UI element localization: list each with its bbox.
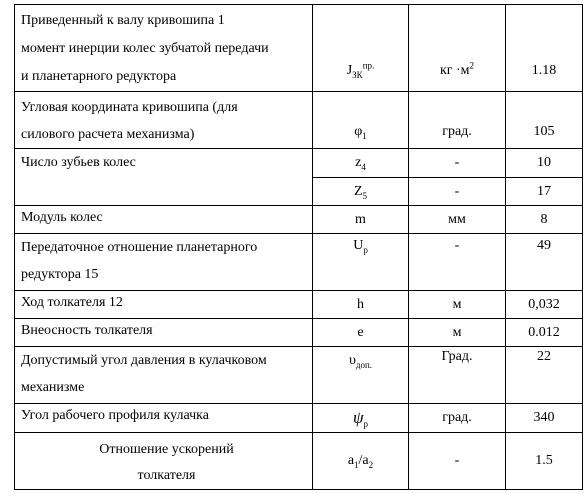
parameters-table	[14, 4, 583, 490]
symbol-subscript: 5	[362, 190, 368, 201]
desc-line: Число зубьев колес	[21, 155, 136, 170]
symbol-subscript: ЗК	[352, 69, 363, 80]
table-row	[15, 433, 583, 490]
desc-line: Допустимый угол давления в кулачковом	[21, 353, 267, 368]
param-value	[506, 347, 583, 404]
param-unit	[409, 347, 506, 404]
param-symbol	[313, 404, 409, 433]
unit-main: м	[452, 324, 462, 340]
symbol-main: U	[353, 238, 364, 253]
param-value	[506, 291, 583, 319]
desc-line: Угол рабочего профиля кулачка	[21, 408, 209, 423]
value-text: 0.012	[528, 324, 560, 340]
value-text: 1.18	[531, 63, 557, 78]
desc-line: и планетарного редуктора	[21, 69, 177, 84]
param-unit	[409, 234, 506, 291]
param-unit	[409, 291, 506, 319]
desc-line: механизме	[21, 380, 85, 395]
param-symbol	[313, 347, 409, 404]
param-description	[15, 347, 313, 404]
param-symbol	[313, 178, 409, 206]
param-value	[506, 178, 583, 206]
param-unit	[409, 433, 506, 490]
value-text: 8	[540, 211, 548, 227]
param-value	[506, 149, 583, 178]
param-description	[15, 234, 313, 291]
unit-main: кг ·м	[439, 63, 470, 78]
param-description	[15, 433, 313, 490]
param-value	[506, 206, 583, 234]
symbol-main: Z	[353, 183, 363, 199]
unit-main: -	[454, 155, 460, 170]
symbol-subscript: 2	[368, 459, 374, 470]
param-unit	[409, 319, 506, 347]
param-value	[506, 404, 583, 433]
symbol-subscript: 1	[362, 130, 367, 141]
symbol-subscript: р	[363, 418, 369, 429]
desc-line: силового расчета механизма)	[21, 127, 195, 142]
param-symbol	[313, 5, 409, 92]
desc-line: Приведенный к валу кривошипа 1	[21, 13, 225, 28]
param-description	[15, 291, 313, 319]
symbol-subscript: р	[363, 244, 368, 255]
desc-line: Отношение ускорений	[99, 442, 234, 457]
value-text: 0,032	[528, 296, 560, 312]
table-row	[15, 92, 583, 149]
symbol-subscript: 1	[354, 459, 359, 470]
param-unit	[409, 149, 506, 178]
table-row	[15, 5, 583, 92]
symbol-main: h	[357, 296, 364, 312]
param-unit	[409, 404, 506, 433]
desc-line: Модуль колес	[21, 210, 103, 225]
desc-line: момент инерции колес зубчатой передачи	[21, 41, 269, 56]
table-row	[15, 404, 583, 433]
symbol-subscript: доп.	[355, 359, 373, 370]
symbol-main: e	[357, 324, 364, 340]
param-symbol	[313, 433, 409, 490]
param-description	[15, 206, 313, 234]
value-text: 1.5	[535, 453, 553, 468]
param-symbol	[313, 291, 409, 319]
symbol-main: z	[355, 155, 362, 170]
param-value	[506, 92, 583, 149]
unit-superscript: 2	[469, 60, 475, 71]
param-unit	[409, 178, 506, 206]
param-value	[506, 319, 583, 347]
unit-main: -	[454, 238, 460, 253]
param-symbol	[313, 234, 409, 291]
unit-main: м	[452, 296, 462, 312]
table-row	[15, 319, 583, 347]
param-unit	[409, 92, 506, 149]
value-text: 340	[533, 410, 555, 425]
desc-line: толкателя	[137, 468, 196, 483]
param-symbol	[313, 319, 409, 347]
param-description	[15, 5, 313, 92]
desc-line: Ход толкателя 12	[21, 295, 123, 310]
param-unit	[409, 5, 506, 92]
symbol-subscript: 4	[361, 161, 366, 172]
desc-line: Передаточное отношение планетарного	[21, 240, 258, 255]
symbol-main: υ	[348, 353, 356, 368]
unit-main: -	[454, 183, 460, 199]
unit-main: град.	[442, 410, 472, 425]
table-row	[15, 291, 583, 319]
value-text: 10	[537, 155, 551, 170]
value-text: 22	[537, 349, 551, 364]
param-description	[15, 92, 313, 149]
symbol-separator: /a	[358, 453, 369, 468]
table-row	[15, 149, 583, 178]
table-row	[15, 206, 583, 234]
param-value	[506, 234, 583, 291]
symbol-main: m	[355, 211, 366, 227]
unit-main: мм	[448, 211, 466, 227]
unit-main: град.	[442, 124, 472, 139]
param-symbol	[313, 149, 409, 178]
param-symbol	[313, 92, 409, 149]
param-value	[506, 433, 583, 490]
desc-line: редуктора 15	[21, 267, 99, 282]
value-text: 17	[537, 183, 551, 199]
symbol-main: ψ	[352, 408, 364, 427]
table-row	[15, 234, 583, 291]
symbol-main: J	[346, 63, 353, 78]
symbol-superscript: пр.	[362, 60, 375, 71]
value-text: 49	[537, 238, 551, 253]
unit-main: -	[454, 453, 460, 468]
param-description	[15, 404, 313, 433]
table-row	[15, 347, 583, 404]
param-symbol	[313, 206, 409, 234]
symbol-main: φ	[354, 124, 363, 139]
param-value	[506, 5, 583, 92]
desc-line: Угловая координата кривошипа (для	[21, 100, 238, 115]
param-unit	[409, 206, 506, 234]
value-text: 105	[533, 124, 555, 139]
desc-line: Внеосность толкателя	[21, 323, 153, 338]
symbol-main: a	[347, 453, 355, 468]
unit-main: Град.	[441, 349, 473, 364]
param-description	[15, 319, 313, 347]
param-description	[15, 149, 313, 206]
